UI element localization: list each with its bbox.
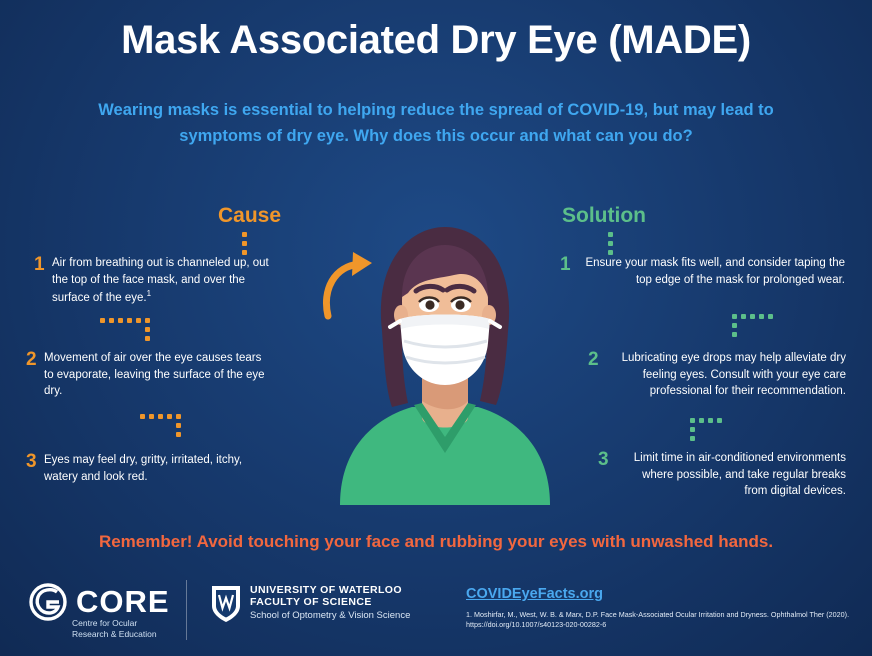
university-name-line1: UNIVERSITY OF WATERLOO [250,584,402,596]
university-name-line2: FACULTY OF SCIENCE [250,596,372,608]
cause-item-2 [26,350,274,400]
cause-item-3-text: Eyes may feel dry, gritty, irritated, itchy, watery and look red. [44,454,243,483]
uwaterloo-shield-icon [210,584,242,624]
core-wordmark: CORE [76,584,170,619]
solution-item-2-text: Lubricating eye drops may help alleviate dry feeling eyes. Consult with your eye care professional for their recommendation. [621,352,846,398]
solution-item-1-text: Ensure your mask fits well, and consider taping the top edge of the mask for prolonged wear. [585,257,845,286]
solution-item-1-number: 1 [560,254,571,275]
solution-item-3 [598,450,846,500]
university-logo-block [210,584,410,624]
solution-item-2 [588,350,846,400]
solution-item-1 [560,255,845,288]
solution-column-heading: Solution [562,204,646,227]
core-mark-icon [28,582,68,622]
footer-divider [186,580,187,640]
page-title: Mask Associated Dry Eye (MADE) [121,18,751,62]
cause-item-3-number: 3 [26,451,37,472]
solution-item-2-number: 2 [588,349,599,370]
reference-citation: 1. Moshirfar, M., West, W. B. & Marx, D.P. Face Mask-Associated Ocular Irritation and Dryness. Ophthalmol Ther (2020). https://doi.org/10.1007/s40123-020-00282-6 [466,610,850,630]
remember-banner: Remember! Avoid touching your face and rubbing your eyes with unwashed hands. [98,532,774,551]
solution-item-3-text: Limit time in air-conditioned environments where possible, and take regular breaks from digital devices. [633,452,846,498]
cause-item-1-text: Air from breathing out is channeled up, out the top of the face mask, and over the surface of the eye.$^1$ [52,257,269,305]
solution-item-3-number: 3 [598,449,609,470]
core-tagline-line2: Research & Education [72,629,157,640]
cause-column-heading: Cause [218,204,282,227]
core-tagline-line1: Centre for Ocular [72,618,138,628]
cause-item-1-number: 1 [34,254,45,275]
cause-item-2-text: Movement of air over the eye causes tears to evaporate, leaving the surface of the eye dry. [44,352,265,398]
core-logo [28,582,170,622]
university-school-name: School of Optometry & Vision Science [250,610,411,621]
website-link[interactable]: COVIDEyeFacts.org [466,586,603,602]
cause-item-3 [26,452,274,485]
footer [0,570,872,656]
masked-person-illustration [330,205,560,505]
core-tagline [72,618,157,641]
cause-item-1 [34,255,274,307]
page-subtitle: Wearing masks is essential to helping reduce the spread of COVID-19, but may lead to symptoms of dry eye. Why does this occur and what can you do? [98,101,774,145]
footnote-marker: 1 [146,289,152,299]
cause-item-2-number: 2 [26,349,37,370]
